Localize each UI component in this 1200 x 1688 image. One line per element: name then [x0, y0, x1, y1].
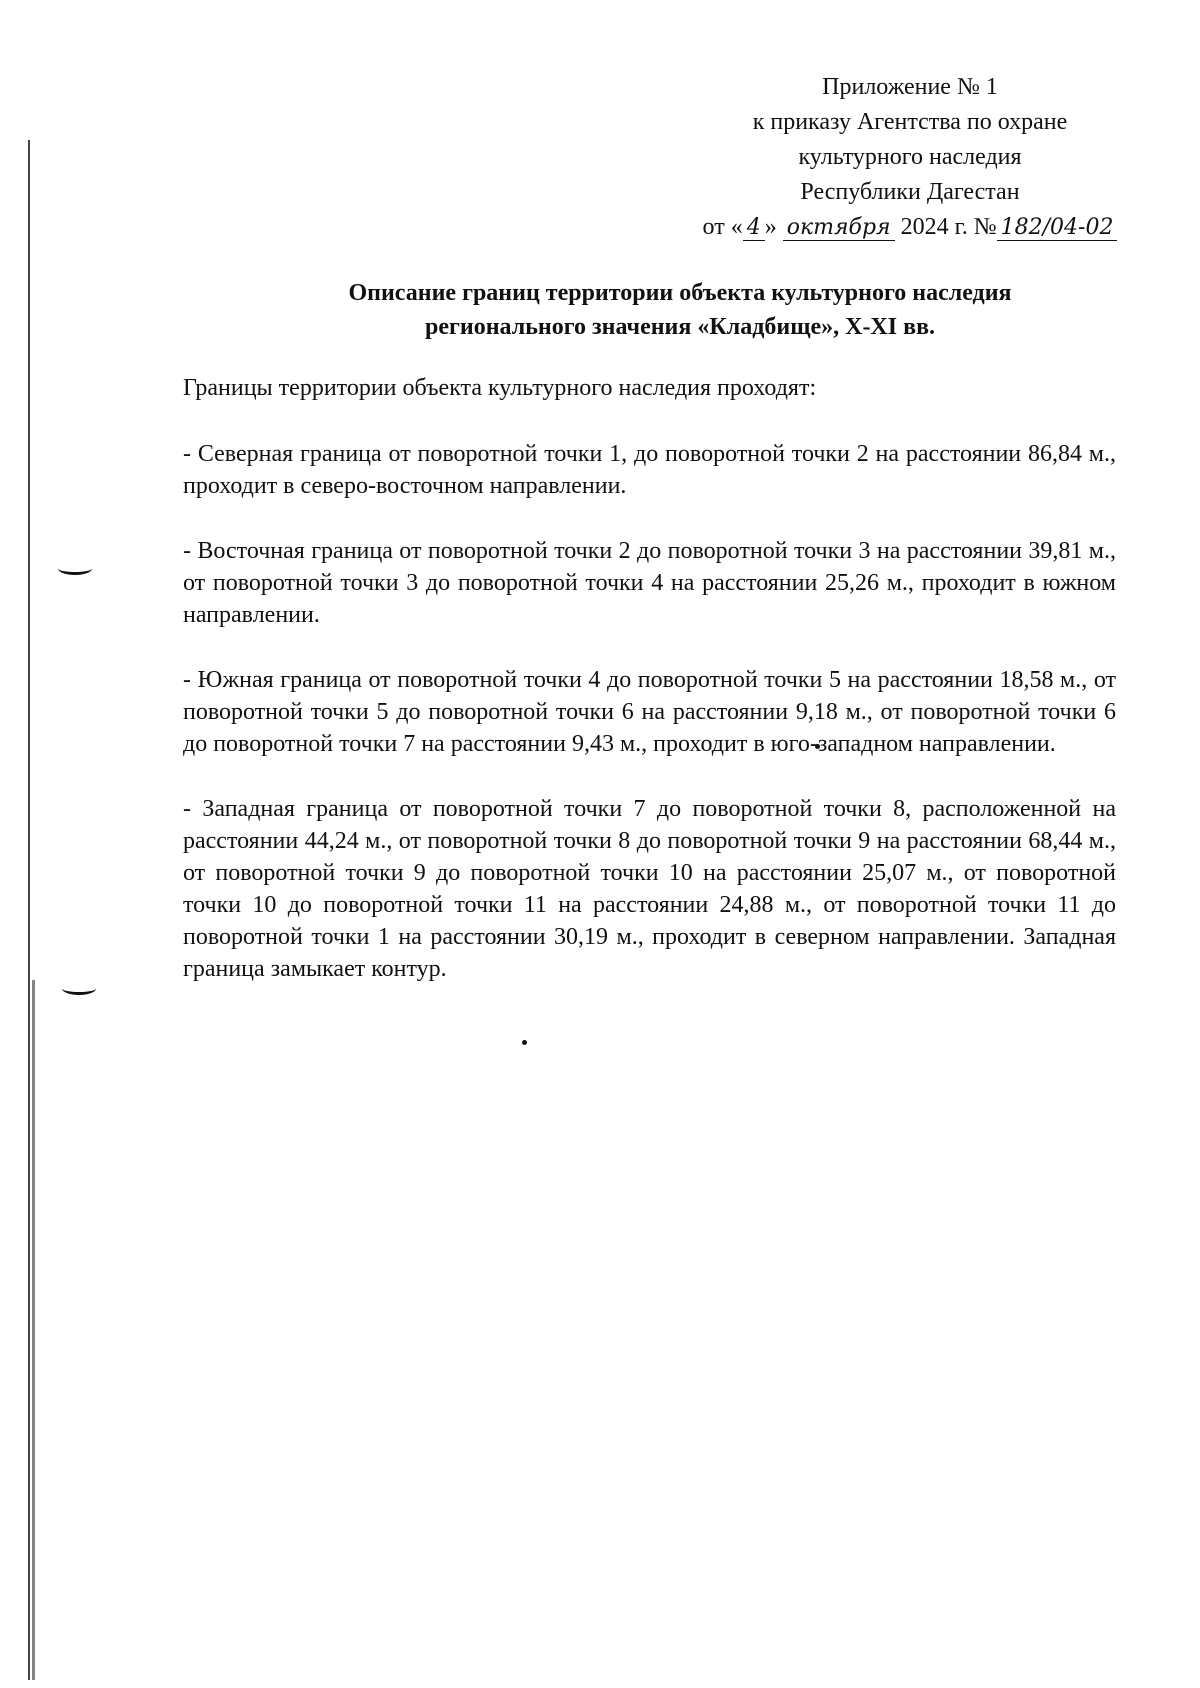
intro-paragraph: Границы территории объекта культурного наследия проходят:: [183, 375, 817, 401]
date-year: 2024 г. №: [900, 214, 997, 240]
east-boundary-paragraph: - Восточная граница от поворотной точки 2 до поворотной точки 3 на расстоянии 39,81 м., от поворотной точки 3 до поворотной точки 4 на расстоянии 25,26 м., проходит в южном направлении.: [183, 538, 1116, 628]
appendix-header: [700, 70, 1120, 245]
scan-hole-mark: [62, 982, 96, 995]
scan-hole-mark: [58, 562, 92, 575]
south-boundary-paragraph: - Южная граница от поворотной точки 4 до поворотной точки 5 на расстоянии 18,58 м., от поворотной точки 5 до поворотной точки 6 на расстоянии 9,18 м., от поворотной точки 6 до поворотной точки 7 на расстоянии 9,43 м., проходит в юго-западном направлении.: [183, 667, 1116, 757]
west-boundary-paragraph: - Западная граница от поворотной точки 7 до поворотной точки 8, расположенной на расстоянии 44,24 м., от поворотной точки 8 до поворотной точки 9 на расстоянии 68,44 м., от поворотной точки 9 до поворотной точки 10 на расстоянии 25,07 м., от поворотной точки 10 до поворотной точки 11 на расстоянии 24,88 м., от поворотной точки 11 до поворотной точки 1 на расстоянии 30,19 м., проходит в северном направлении. Западная граница замыкает контур.: [183, 796, 1116, 982]
north-boundary-paragraph: - Северная граница от поворотной точки 1, до поворотной точки 2 на расстоянии 86,84 м., проходит в северо-восточном направлении.: [183, 441, 1116, 499]
agency-name: культурного наследия: [798, 144, 1022, 170]
scan-edge-line: [28, 140, 30, 1680]
document-body: [183, 372, 1116, 1018]
handwritten-day: 4: [743, 215, 765, 241]
title-line-1: Описание границ территории объекта культурного наследия: [348, 280, 1012, 306]
scan-speck: [522, 1040, 527, 1045]
appendix-number: Приложение № 1: [822, 74, 998, 100]
republic-name: Республики Дагестан: [800, 179, 1020, 205]
order-date-line: [700, 210, 1120, 245]
document-title: [180, 276, 1180, 344]
scan-edge-line-secondary: [32, 980, 35, 1680]
handwritten-order-number: 182/04-02: [997, 215, 1118, 241]
date-prefix: от «: [702, 214, 743, 240]
date-mid: »: [764, 214, 777, 240]
handwritten-month: октября: [783, 215, 895, 241]
title-line-2: регионального значения «Кладбище», X-XI вв.: [424, 314, 936, 340]
order-reference: к приказу Агентства по охране: [752, 109, 1068, 135]
